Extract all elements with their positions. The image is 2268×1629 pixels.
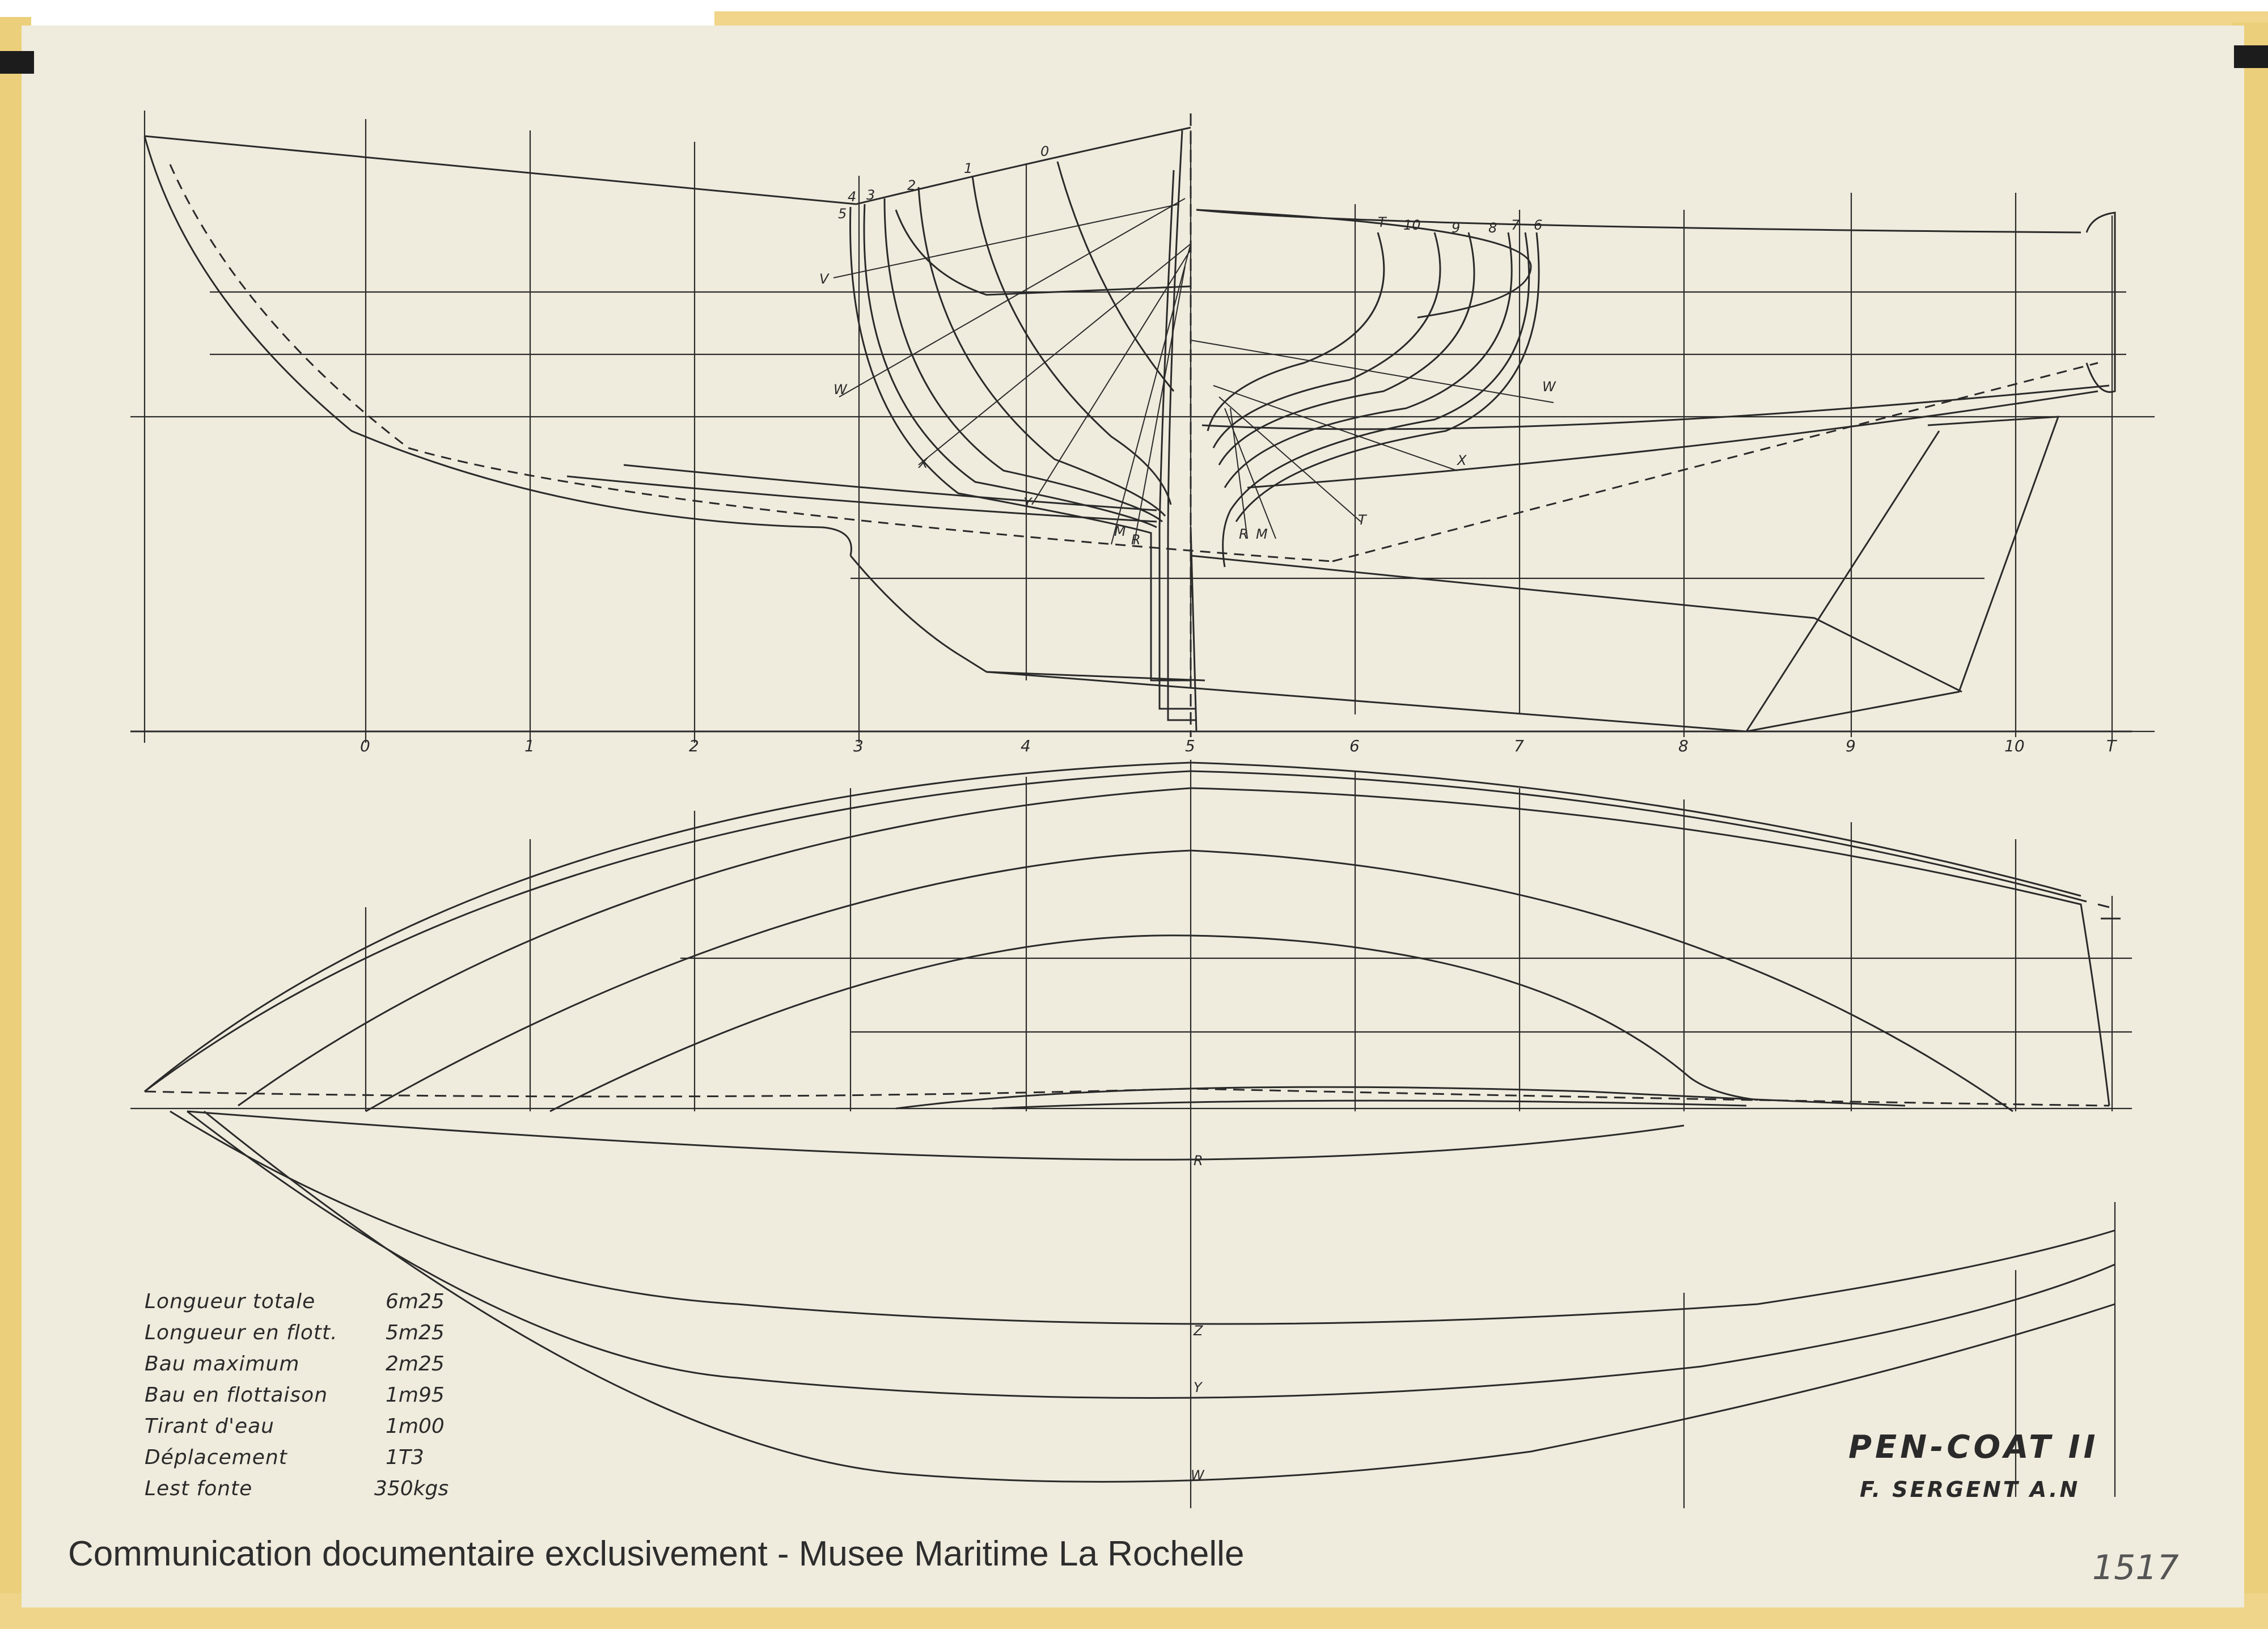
- spec-label: Déplacement: [145, 1446, 287, 1469]
- catalog-number: 1517: [2092, 1548, 2179, 1588]
- section-label: 4: [848, 189, 857, 205]
- stern-section-labels: [1378, 214, 1542, 236]
- station-numbers: [360, 737, 2117, 755]
- section-label: 3: [866, 187, 875, 203]
- station-label: 10: [2004, 737, 2025, 755]
- diagonal-label: X: [1457, 452, 1467, 468]
- spec-label: Bau en flottaison: [145, 1383, 328, 1407]
- diagonal-lines: [833, 198, 1554, 544]
- section-label: 6: [1534, 217, 1543, 233]
- half-breadth-lines: [145, 763, 2121, 1160]
- plan-label: R: [1194, 1153, 1203, 1169]
- station-label: 1: [524, 737, 535, 755]
- museum-watermark: Communication documentaire exclusivement - Musee Maritime La Rochelle: [68, 1534, 1245, 1573]
- station-label: 9: [1846, 737, 1856, 755]
- station-label: 8: [1678, 737, 1689, 755]
- spec-value: 6m25: [386, 1290, 445, 1313]
- diagonal-label: M: [1256, 526, 1268, 542]
- section-label: 10: [1403, 217, 1421, 233]
- diagonal-label: R: [1131, 532, 1141, 548]
- drawing-title: PEN-COAT II: [1848, 1429, 2099, 1466]
- spec-value: 1T3: [386, 1446, 424, 1469]
- waterline-plan: [170, 1111, 2115, 1508]
- section-label: T: [1378, 214, 1386, 230]
- spec-label: Longueur totale: [145, 1290, 316, 1313]
- section-label: 9: [1452, 220, 1461, 236]
- body-plan-sections: [850, 113, 1539, 737]
- section-label: 7: [1511, 217, 1520, 233]
- plan-line-labels: [1191, 1153, 1205, 1483]
- diagonal-label: X: [919, 455, 928, 471]
- diagonal-label: T: [1358, 512, 1366, 528]
- plan-label: W: [1191, 1467, 1204, 1483]
- station-label: 0: [360, 737, 370, 755]
- designer-name: F. SERGENT A.N: [1860, 1477, 2080, 1502]
- diagonal-label: Y: [1023, 495, 1032, 511]
- half-breadth-grid: [130, 760, 2132, 1179]
- spec-label: Lest fonte: [145, 1477, 253, 1500]
- plan-label: Z: [1194, 1323, 1203, 1339]
- station-label: 4: [1021, 737, 1031, 755]
- station-label: T: [2106, 737, 2117, 755]
- sheer-profile: [145, 128, 2115, 731]
- station-label: 7: [1514, 737, 1524, 755]
- section-label: 0: [1040, 143, 1050, 159]
- section-label: 8: [1488, 220, 1497, 236]
- spec-value: 1m00: [386, 1415, 445, 1438]
- diagonal-label: W: [833, 382, 847, 397]
- plan-label: Y: [1194, 1380, 1202, 1395]
- spec-value: 5m25: [386, 1321, 445, 1344]
- spec-value: 350kgs: [374, 1477, 449, 1500]
- section-label: 1: [964, 160, 973, 176]
- station-label: 3: [853, 737, 864, 755]
- spec-label: Bau maximum: [145, 1352, 300, 1376]
- diagonal-label: R: [1239, 526, 1249, 542]
- section-label: 5: [838, 206, 847, 222]
- station-label: 6: [1349, 737, 1360, 755]
- diagonal-label: V: [819, 271, 829, 287]
- spec-value: 1m95: [386, 1383, 445, 1407]
- spec-label: Longueur en flott.: [145, 1321, 338, 1344]
- diagonal-label: W: [1542, 379, 1556, 395]
- spec-value: 2m25: [386, 1352, 445, 1376]
- section-label: 2: [907, 177, 916, 193]
- station-label: 2: [689, 737, 699, 755]
- station-label: 5: [1185, 737, 1195, 755]
- spec-label: Tirant d'eau: [145, 1415, 275, 1438]
- diagonal-label: M: [1114, 523, 1126, 539]
